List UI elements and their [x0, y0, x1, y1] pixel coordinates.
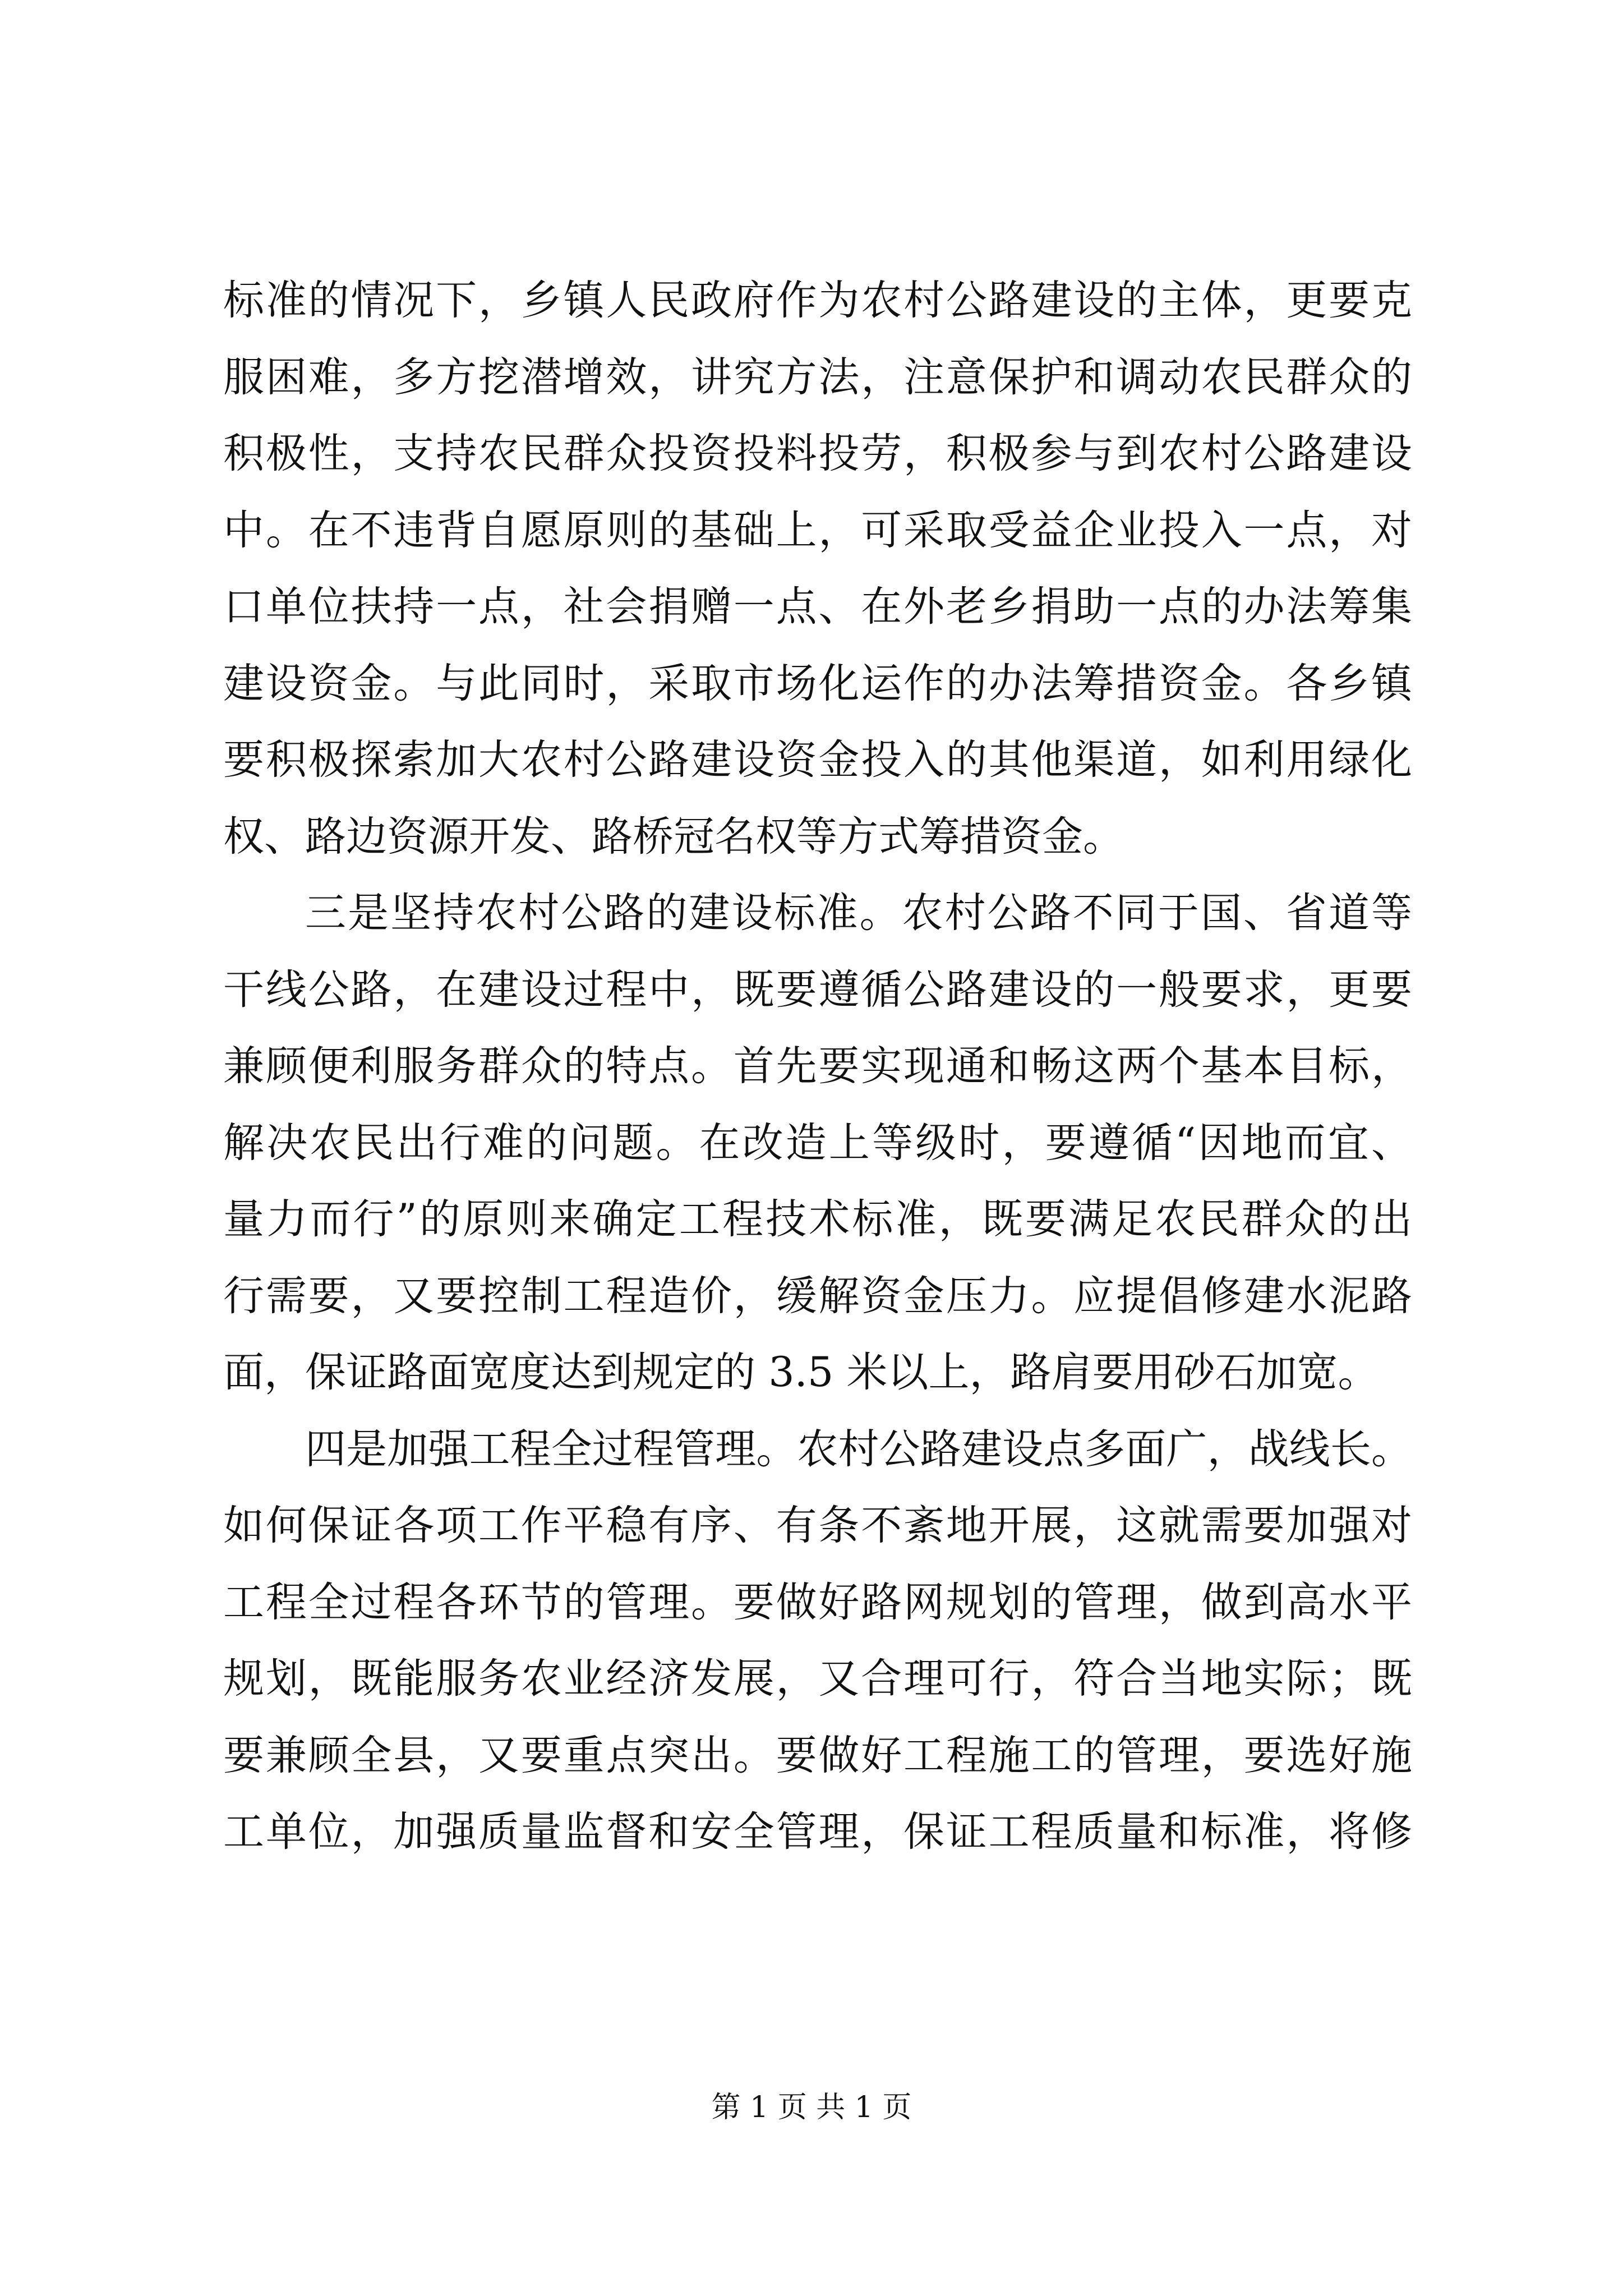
text-line: 要积极探索加大农村公路建设资金投入的其他渠道，如利用绿化	[223, 736, 1412, 784]
paragraph-start-line: 四是加强工程全过程管理。农村公路建设点多面广，战线长。	[305, 1425, 1412, 1473]
document-body	[223, 263, 1412, 1871]
text-line: 口单位扶持一点，社会捐赠一点、在外老乡捐助一点的办法筹集	[223, 583, 1412, 631]
text-line: 中。在不违背自愿原则的基础上，可采取受益企业投入一点，对	[223, 506, 1412, 554]
text-line: 干线公路，在建设过程中，既要遵循公路建设的一般要求，更要	[223, 965, 1412, 1014]
text-line: 服困难，多方挖潜增效，讲究方法，注意保护和调动农民群众的	[223, 353, 1412, 401]
text-line: 要兼顾全县，又要重点突出。要做好工程施工的管理，要选好施	[223, 1731, 1412, 1779]
paragraph-start-line: 三是坚持农村公路的建设标准。农村公路不同于国、省道等	[305, 889, 1412, 937]
text-line: 量力而行”的原则来确定工程技术标准，既要满足农民群众的出	[223, 1195, 1412, 1243]
text-line: 建设资金。与此同时，采取市场化运作的办法筹措资金。各乡镇	[223, 659, 1412, 707]
text-line: 如何保证各项工作平稳有序、有条不紊地开展，这就需要加强对	[223, 1502, 1412, 1549]
text-line: 标准的情况下，乡镇人民政府作为农村公路建设的主体，更要克	[223, 277, 1412, 324]
text-line: 权、路边资源开发、路桥冠名权等方式筹措资金。	[223, 812, 1124, 861]
page-number-footer: 第 1 页 共 1 页	[711, 2091, 912, 2124]
text-line: 积极性，支持农民群众投资投料投劳，积极参与到农村公路建设	[223, 430, 1412, 477]
text-line: 规划，既能服务农业经济发展，又合理可行，符合当地实际；既	[223, 1655, 1412, 1703]
text-line: 工单位，加强质量监督和安全管理，保证工程质量和标准，将修	[223, 1808, 1412, 1856]
text-line: 兼顾便利服务群众的特点。首先要实现通和畅这两个基本目标，	[223, 1042, 1412, 1090]
text-line: 工程全过程各环节的管理。要做好路网规划的管理，做到高水平	[223, 1578, 1412, 1626]
text-line: 行需要，又要控制工程造价，缓解资金压力。应提倡修建水泥路	[223, 1272, 1412, 1320]
text-line: 解决农民出行难的问题。在改造上等级时，要遵循“因地而宜、	[223, 1119, 1412, 1167]
text-line: 面，保证路面宽度达到规定的 3.5 米以上，路肩要用砂石加宽。	[223, 1349, 1379, 1396]
